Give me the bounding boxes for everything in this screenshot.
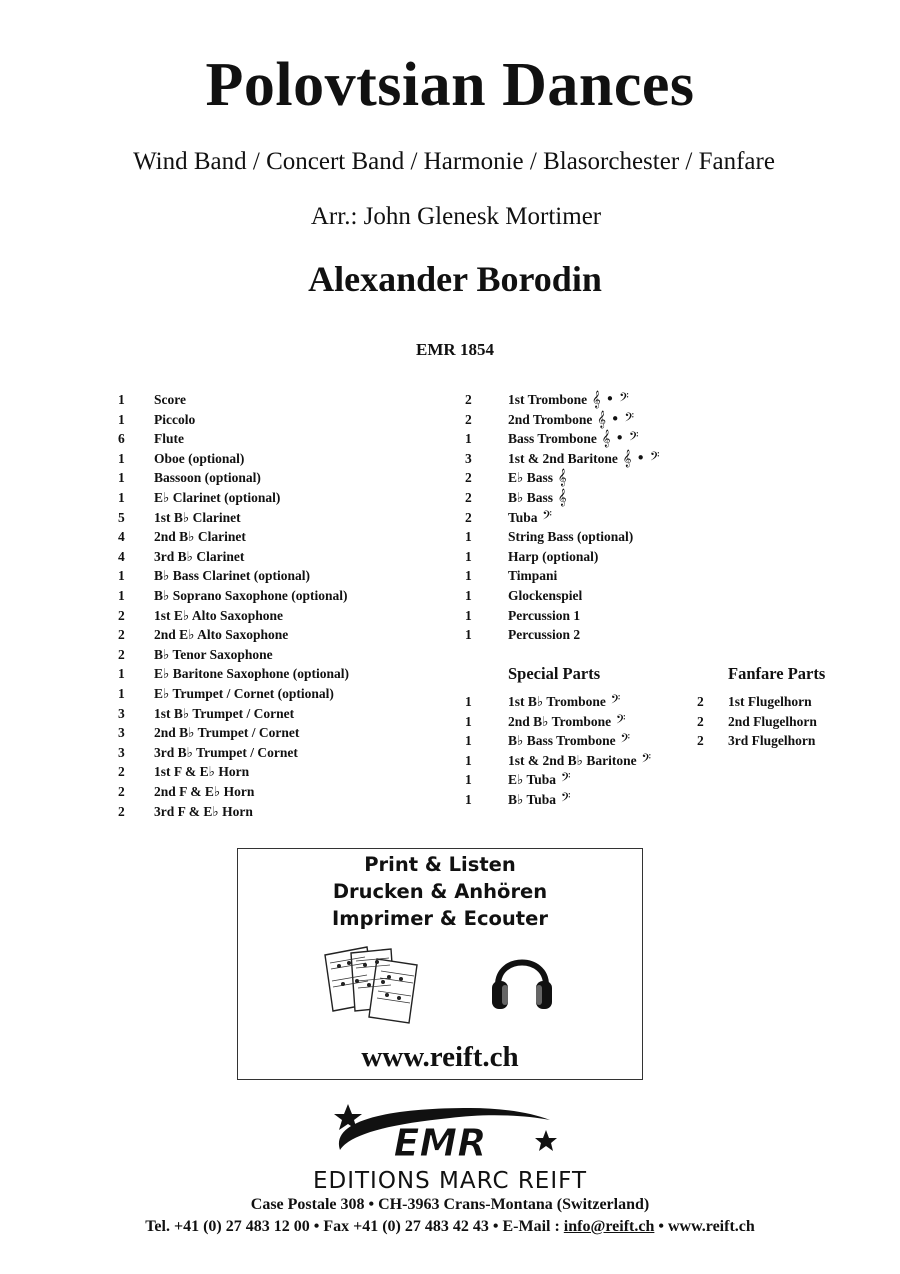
part-name-text: 1st Trombone xyxy=(508,392,588,407)
contact-phone-fax: Tel. +41 (0) 27 483 12 00 • Fax +41 (0) 27 483 42 43 • E-Mail : xyxy=(145,1218,564,1235)
part-name xyxy=(508,429,639,448)
part-name xyxy=(508,606,580,625)
part-quantity: 3 xyxy=(118,744,125,760)
part-name xyxy=(154,468,261,487)
part-quantity: 2 xyxy=(697,733,704,749)
part-name-text: E♭ Clarinet (optional) xyxy=(154,490,281,505)
part-quantity: 1 xyxy=(118,490,125,505)
clef-icon: 𝄞 xyxy=(553,488,567,506)
part-name xyxy=(154,566,310,585)
part-name-text: 1st E♭ Alto Saxophone xyxy=(154,607,284,623)
part-name-text: Percussion 1 xyxy=(508,607,581,623)
part-quantity: 1 xyxy=(465,548,472,564)
clef-icon: 𝄞 • 𝄢 xyxy=(592,409,635,428)
part-name-text: Glockenspiel xyxy=(508,588,583,603)
part-name xyxy=(154,723,299,742)
part-name-text: E♭ Baritone Saxophone (optional) xyxy=(154,666,350,682)
page-title: Polovtsian Dances xyxy=(205,51,695,119)
imprimer-line: Imprimer & Ecouter xyxy=(332,907,548,930)
part-name xyxy=(508,410,634,429)
part-name xyxy=(154,684,334,703)
part-quantity: 4 xyxy=(118,548,125,564)
special-parts-heading: Special Parts xyxy=(508,664,601,683)
part-name xyxy=(154,625,288,644)
print-listen-box xyxy=(237,848,643,1080)
part-name-text: B♭ Tuba xyxy=(508,792,557,807)
publisher-contact xyxy=(0,1218,900,1236)
part-quantity: 2 xyxy=(465,411,472,427)
clef-icon: 𝄢 xyxy=(615,731,631,750)
part-name xyxy=(728,692,812,711)
part-name-text: String Bass (optional) xyxy=(508,529,634,545)
part-name xyxy=(508,625,580,644)
part-name xyxy=(508,468,567,487)
part-name-text: 2nd B♭ Trombone xyxy=(508,713,612,729)
part-name-text: Percussion 2 xyxy=(508,627,581,643)
part-quantity: 3 xyxy=(118,705,125,721)
part-name xyxy=(508,547,598,566)
part-name-text: Oboe (optional) xyxy=(154,450,245,466)
clef-icon: 𝄢 xyxy=(537,507,552,526)
part-name-text: 1st & 2nd B♭ Baritone xyxy=(508,752,637,768)
part-quantity: 1 xyxy=(465,772,472,788)
part-name-text: Bass Trombone xyxy=(508,431,597,447)
part-name-text: 1st & 2nd Baritone xyxy=(508,450,618,466)
publisher-name: EDITIONS MARC REIFT xyxy=(312,1168,588,1194)
part-name xyxy=(154,762,249,781)
clef-icon: 𝄞 • 𝄢 xyxy=(587,390,629,408)
clef-icon: 𝄢 xyxy=(556,770,571,789)
part-quantity: 1 xyxy=(465,431,472,447)
part-name xyxy=(508,508,552,527)
part-name-text: Score xyxy=(154,392,186,407)
part-quantity: 1 xyxy=(465,792,472,807)
part-name xyxy=(154,527,246,546)
part-name xyxy=(154,664,349,683)
part-name-text: 3rd Flugelhorn xyxy=(728,733,816,749)
part-name-text: Piccolo xyxy=(154,411,196,427)
part-quantity: 1 xyxy=(118,568,125,584)
part-name xyxy=(154,743,298,762)
part-name xyxy=(508,586,582,605)
part-quantity: 1 xyxy=(118,470,125,486)
part-quantity: 1 xyxy=(465,588,472,603)
logo-emr-text: EMR xyxy=(393,1121,487,1165)
part-name-text: 3rd F & E♭ Horn xyxy=(154,803,253,819)
part-quantity: 1 xyxy=(118,588,125,603)
emr-logo xyxy=(300,1100,570,1166)
part-quantity: 3 xyxy=(118,725,125,741)
part-quantity: 2 xyxy=(697,694,704,709)
part-name-text: 1st Flugelhorn xyxy=(728,694,812,709)
part-quantity: 1 xyxy=(465,627,472,643)
part-name xyxy=(508,751,651,770)
clef-icon: 𝄞 • 𝄢 xyxy=(617,448,660,467)
part-name-text: E♭ Bass xyxy=(508,470,554,486)
part-name xyxy=(508,712,626,731)
part-name-text: 1st B♭ Trombone xyxy=(508,694,606,709)
part-name xyxy=(508,488,567,507)
part-quantity: 1 xyxy=(118,411,125,427)
part-quantity: 2 xyxy=(118,627,125,643)
part-name-text: 2nd F & E♭ Horn xyxy=(154,784,255,799)
part-name-text: 2nd Trombone xyxy=(508,411,593,427)
publisher-address: Case Postale 308 • CH-3963 Crans-Montana (Switzerland) xyxy=(250,1196,650,1213)
part-quantity: 3 xyxy=(465,450,472,466)
part-quantity: 2 xyxy=(118,803,125,819)
part-name-text: E♭ Trumpet / Cornet (optional) xyxy=(154,686,334,701)
part-quantity: 1 xyxy=(465,752,472,768)
part-name xyxy=(154,449,244,468)
part-quantity: 1 xyxy=(465,713,472,729)
part-name-text: B♭ Bass Trombone xyxy=(508,733,616,749)
part-name xyxy=(154,606,283,625)
part-quantity: 2 xyxy=(118,764,125,780)
part-name xyxy=(154,645,273,664)
part-name xyxy=(508,390,629,409)
part-name-text: 2nd E♭ Alto Saxophone xyxy=(154,627,289,643)
clef-icon: 𝄢 xyxy=(611,711,626,730)
part-quantity: 4 xyxy=(118,529,125,545)
part-name xyxy=(154,782,254,801)
part-name-text: 1st B♭ Trumpet / Cornet xyxy=(154,705,295,721)
part-name xyxy=(508,692,620,711)
contact-website[interactable]: • www.reift.ch xyxy=(654,1218,755,1235)
part-name xyxy=(508,527,633,546)
part-name xyxy=(154,547,244,566)
part-quantity: 5 xyxy=(118,509,125,525)
part-quantity: 2 xyxy=(465,392,472,407)
part-name-text: B♭ Bass Clarinet (optional) xyxy=(154,568,311,584)
part-quantity: 1 xyxy=(118,686,125,701)
part-name xyxy=(508,770,570,789)
part-name xyxy=(508,449,660,468)
composer-name: Alexander Borodin xyxy=(308,259,602,299)
part-name-text: Flute xyxy=(154,431,184,447)
part-quantity: 2 xyxy=(697,713,704,729)
part-name-text: B♭ Soprano Saxophone (optional) xyxy=(154,588,348,603)
part-name xyxy=(154,410,195,429)
part-quantity: 2 xyxy=(118,784,125,799)
sheet-music-icon xyxy=(321,941,433,1027)
part-name xyxy=(508,566,557,585)
part-quantity: 1 xyxy=(465,607,472,623)
clef-icon: 𝄢 xyxy=(605,692,621,710)
part-name-text: 2nd B♭ Trumpet / Cornet xyxy=(154,725,300,741)
part-quantity: 1 xyxy=(118,392,125,407)
part-name xyxy=(154,586,348,605)
part-quantity: 2 xyxy=(465,490,472,505)
part-quantity: 2 xyxy=(118,646,125,662)
ensemble-subtitle: Wind Band / Concert Band / Harmonie / Blasorchester / Fanfare xyxy=(133,148,775,175)
part-name-text: B♭ Bass xyxy=(508,490,554,505)
contact-email-link[interactable]: info@reift.ch xyxy=(563,1218,655,1235)
part-name xyxy=(508,790,570,809)
part-quantity: 1 xyxy=(465,733,472,749)
part-name-text: 2nd B♭ Clarinet xyxy=(154,529,246,545)
part-quantity: 1 xyxy=(465,529,472,545)
part-quantity: 2 xyxy=(118,607,125,623)
part-quantity: 2 xyxy=(465,470,472,486)
part-name-text: 3rd B♭ Clarinet xyxy=(154,548,245,564)
catalog-number: EMR 1854 xyxy=(416,340,494,359)
arranger-credit: Arr.: John Glenesk Mortimer xyxy=(310,203,602,230)
part-name-text: Bassoon (optional) xyxy=(154,470,261,486)
part-name-text: 1st F & E♭ Horn xyxy=(154,764,250,780)
part-name xyxy=(154,488,280,507)
part-name xyxy=(508,731,630,750)
part-name xyxy=(154,802,253,821)
clef-icon: 𝄢 xyxy=(556,790,571,808)
print-listen-line: Print & Listen xyxy=(364,853,516,876)
part-name-text: 1st B♭ Clarinet xyxy=(154,509,241,525)
part-quantity: 1 xyxy=(465,694,472,709)
part-quantity: 1 xyxy=(465,568,472,584)
headphones-icon xyxy=(490,945,554,1013)
part-name xyxy=(728,731,815,750)
part-name-text: Tuba xyxy=(508,509,538,525)
part-name-text: Timpani xyxy=(508,568,558,584)
fanfare-parts-heading: Fanfare Parts xyxy=(728,664,826,683)
drucken-line: Drucken & Anhören xyxy=(332,880,548,903)
part-name xyxy=(728,712,817,731)
clef-icon: 𝄢 xyxy=(636,750,652,769)
part-name-text: 3rd B♭ Trumpet / Cornet xyxy=(154,744,298,760)
part-name xyxy=(154,508,241,527)
website-url[interactable]: www.reift.ch xyxy=(361,1041,519,1073)
part-name-text: 2nd Flugelhorn xyxy=(728,713,817,729)
part-name xyxy=(154,704,294,723)
part-name-text: B♭ Tenor Saxophone xyxy=(154,646,273,662)
part-name xyxy=(154,429,184,448)
part-name-text: Harp (optional) xyxy=(508,548,599,564)
clef-icon: 𝄞 xyxy=(553,468,567,487)
part-name-text: E♭ Tuba xyxy=(508,772,557,788)
part-quantity: 1 xyxy=(118,666,125,682)
part-quantity: 6 xyxy=(118,431,125,447)
clef-icon: 𝄞 • 𝄢 xyxy=(596,429,639,448)
part-name xyxy=(154,390,186,409)
part-quantity: 2 xyxy=(465,509,472,525)
part-quantity: 1 xyxy=(118,450,125,466)
